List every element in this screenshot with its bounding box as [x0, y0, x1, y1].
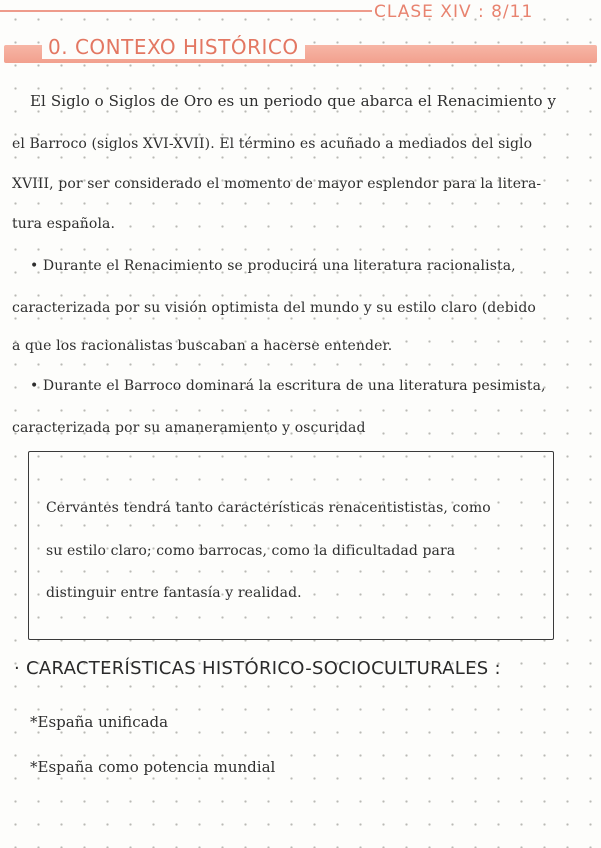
bullet-renacimiento-line-3: a que los racionalistas buscaban a hacerse entender.: [12, 338, 393, 354]
intro-line-2: el Barroco (siglos XVI-XVII). El término es acuñado a mediados del siglo: [12, 136, 533, 152]
characteristics-heading: · CARACTERÍSTICAS HISTÓRICO-SOCIOCULTURALES :: [14, 658, 501, 679]
header-rule: [0, 10, 372, 12]
bullet-renacimiento-line-1: • Durante el Renacimiento se producirá una literatura racionalista,: [30, 258, 516, 274]
bullet-barroco-line-1: • Durante el Barroco dominará la escritura de una literatura pesimista,: [30, 378, 546, 394]
intro-line-4: tura española.: [12, 216, 116, 232]
bullet-barroco-line-2: caracterizada por su amaneramiento y oscuridad: [12, 420, 366, 436]
characteristic-item-2: *España como potencia mundial: [30, 758, 276, 776]
bullet-renacimiento-line-2: caracterizada por su visión optimista del mundo y su estilo claro (debido: [12, 300, 536, 316]
intro-line-3: XVIII, por ser considerado el momento de mayor esplendor para la litera-: [12, 176, 542, 192]
characteristic-item-1: *España unificada: [30, 713, 169, 731]
box-line-1: Cervantes tendrá tanto características renacentististas, como: [46, 500, 491, 516]
box-line-2: su estilo claro; como barrocas, como la dificultadad para: [46, 543, 456, 559]
class-date-label: CLASE XIV : 8/11: [374, 2, 534, 22]
box-line-3: distinguir entre fantasía y realidad.: [46, 585, 302, 601]
intro-line-1: El Siglo o Siglos de Oro es un periodo que abarca el Renacimiento y: [30, 92, 557, 110]
section-title: 0. CONTEXO HISTÓRICO: [42, 35, 305, 59]
